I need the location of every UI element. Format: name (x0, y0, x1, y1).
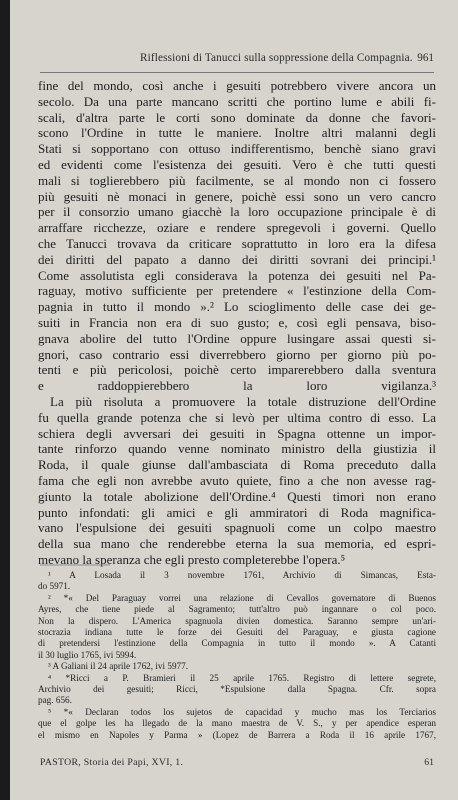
header-rule (40, 72, 434, 73)
body-line: più gesuiti nè monaci in genere, poichè essi sono un vero cancro (38, 188, 436, 204)
body-text (38, 78, 436, 568)
body-line: vano l'espulsione dei gesuiti spagnuoli come un colpo maestro (38, 520, 436, 536)
footnote-line: il 30 luglio 1765, ivi 5994. (38, 649, 137, 660)
running-title: Riflessioni di Tanucci sulla soppressione della Compagnia. (140, 52, 413, 64)
footnote-line: di pretendersi l'estinzione della Compagnia in tutto il mondo ». A Catanti (38, 638, 436, 649)
body-line: fama che egli non avrebbe avuto quiete, fino a che non avesse rag- (38, 472, 436, 488)
footnote-rule (40, 560, 110, 570)
footnote-line: do 5971. (38, 581, 71, 592)
body-line: tante rinforzo quando venne nominato ministro della giustizia il (38, 441, 436, 457)
body-line: Come assolutista egli considerava la potenza dei gesuiti nel Pa- (38, 267, 436, 283)
body-line: della sua mano che renderebbe eterna la sua memoria, ed espri- (38, 536, 436, 552)
page-number: 961 (417, 52, 434, 64)
footnotes (38, 570, 436, 741)
body-line: suiti in Francia non era di suo gusto; e, così egli pensava, biso- (38, 314, 436, 330)
body-line: schiera degli avversari dei gesuiti in Spagna ottenne un impor- (38, 425, 436, 441)
body-line: arraffare ricchezze, oziare e rendere spregevoli i governi. Quello (38, 220, 436, 236)
footer-signature: PASTOR, Storia dei Papi, XVI, 1. (40, 757, 184, 768)
body-line: scali, d'altra parte le corti sono dominate da donne che favori- (38, 109, 436, 125)
body-line: che Tanucci trovava da criticare soprattutto in loro era la difesa (38, 235, 436, 251)
footer-sheet-number: 61 (424, 757, 434, 768)
body-line: mali si toglierebbero più facilmente, se al mondo non ci fossero (38, 172, 436, 188)
body-line: per il consorzio umano giacchè la loro occupazione principale è di (38, 204, 436, 220)
body-line: Stati si sopportano con ottuso indifferentismo, benchè siano gravi (38, 141, 436, 157)
footnote-line: ² *« Del Paraguay vorrei una relazione di Cevallos governatore di Buenos (48, 592, 436, 603)
running-header (40, 52, 434, 68)
body-line: fu quella grande potenza che si levò per ultima contro di esso. La (38, 409, 436, 425)
body-line: ed evidenti come l'esistenza dei gesuiti. Vero è che tutti questi (38, 156, 436, 172)
footnote-line: Archivio dei gesuiti; Ricci, *Espulsione dalla Spagna. Cfr. sopra (38, 684, 436, 695)
footnote-line: Ayres, che tiene piede al Sagramento; tutt'altro può ingannare o col poco. (38, 604, 436, 615)
body-line: secolo. Da una parte mancano scritti che portino lume e abili fi- (38, 93, 436, 109)
body-line: raguay, motivo sufficiente per pretendere « l'estinzione della Com- (38, 283, 436, 299)
body-line: pagnia in tutto il mondo ».² Lo scioglimento delle case dei ge- (38, 299, 436, 315)
body-line: dei diritti del papato a danno dei diritti sovrani dei principi.¹ (38, 251, 436, 267)
body-line: gnori, caso contrario essi diverrebbero giorno per giorno più po- (38, 346, 436, 362)
body-line: scono l'Ordine in tutte le maniere. Inoltre altri malanni degli (38, 125, 436, 141)
body-line: La più risoluta a promuovere la totale distruzione dell'Ordine (50, 393, 436, 409)
footnote-line: el mismo en Napoles y Parma » (Lopez de Barrera a Roda il 16 aprile 1767, (38, 729, 436, 740)
body-line: mevano la speranza che egli presto completerebbe l'opera.⁵ (38, 551, 346, 567)
book-page (10, 0, 458, 800)
footnote-line: ³ A Galiani il 24 aprile 1762, ivi 5977. (48, 661, 189, 672)
body-line: gnava abolire del tutto l'Ordine oppure lusingare assai questi si- (38, 330, 436, 346)
footnote-line: Non la dispero. L'America spagnuola divien domestica. Saranno sempre un'ari- (38, 615, 436, 626)
body-line: Roda, il quale giunse dall'ambasciata di Roma preceduto dalla (38, 457, 436, 473)
body-line: e raddoppierebbero la loro vigilanza.³ (38, 378, 436, 394)
footnote-line: ¹ A Losada il 3 novembre 1761, Archivio di Simancas, Esta- (48, 570, 436, 580)
body-line: fine del mondo, così anche i gesuiti potrebbero vivere ancora un (38, 78, 436, 93)
body-line: giunto la totale abolizione dell'Ordine.⁴ Questi timori non erano (38, 488, 436, 504)
footnote-line: que el golpe les ha llegado de la mano maestra de V. S., y per apendice esperan (38, 718, 436, 729)
footnote-line: ⁵ *« Declaran todos los sujetos de capacidad y mucho mas los Terciarios (48, 706, 436, 717)
footnote-line: stocrazia indiana tutte le forze dei Gesuiti del Paraguay, e giusta cagione (38, 627, 436, 638)
footnote-line: pag. 656. (38, 695, 72, 706)
body-line: tenti e più pericolosi, poichè certo imparerebbero dalla sventura (38, 362, 436, 378)
footnote-line: ⁴ *Ricci a P. Bramieri il 25 aprile 1765. Registro di lettere segrete, (48, 672, 436, 683)
body-line: punto infondati: gli amici e gli ammiratori di Roda magnifica- (38, 504, 436, 520)
